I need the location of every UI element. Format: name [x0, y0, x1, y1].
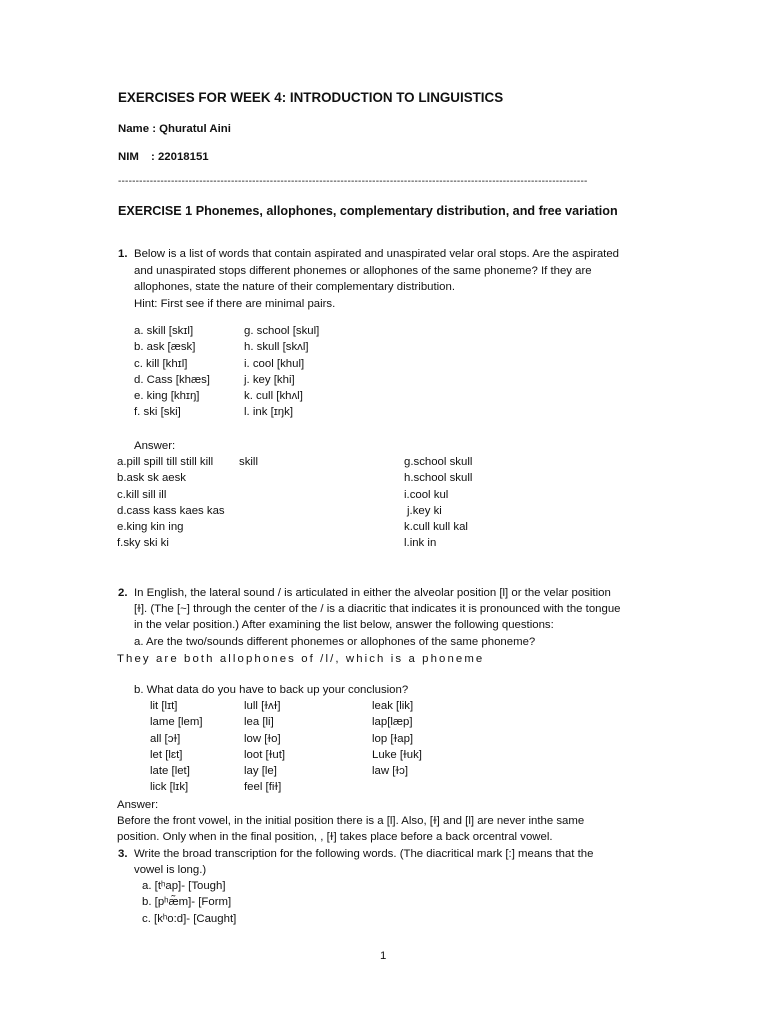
list-item: l.ink in: [404, 537, 437, 550]
q2-number: 2.: [118, 587, 128, 599]
list-item: Luke [ɫuk]: [372, 748, 422, 761]
q2-answer-label: Answer:: [117, 799, 159, 811]
list-item: loot [ɫut]: [244, 748, 286, 761]
q1-hint: Hint: First see if there are minimal pairs.: [134, 298, 336, 310]
list-item: let [lɛt]: [150, 748, 183, 761]
list-item: j.key ki: [407, 504, 442, 517]
list-item: lit [lɪt]: [150, 700, 178, 712]
q1-text-line3: allophones, state the nature of their complementary distribution.: [134, 281, 456, 293]
list-item: lull [ɫʌɫ]: [244, 700, 281, 712]
list-item: i.cool kul: [404, 488, 449, 501]
q2-text-line1: In English, the lateral sound / is articulated in either the alveolar position [l] or the velar position: [134, 587, 611, 599]
q3-text-line1: Write the broad transcription for the following words. (The diacritical mark [:] means that the: [134, 848, 594, 860]
list-item: k. cull [khʌl]: [244, 390, 303, 403]
list-item: e.king kin ing: [117, 521, 184, 534]
list-item: d.cass kass kaes kas: [117, 504, 225, 517]
q3-items: [142, 878, 236, 927]
list-item: h. skull [skʌl]: [244, 341, 309, 354]
list-item: b.ask sk aesk: [117, 472, 187, 485]
q2-question-a: a. Are the two/sounds different phonemes or allophones of the same phoneme?: [134, 636, 536, 648]
list-item: lap[læp]: [372, 716, 413, 729]
nim-value: : 22018151: [151, 151, 209, 163]
list-item: lop [ɫap]: [372, 732, 414, 745]
list-item: h.school skull: [404, 472, 473, 485]
list-item: a. [tʰap]- [Tough]: [142, 880, 226, 892]
list-item: a. skill [skɪl]: [134, 325, 194, 337]
document-title: EXERCISES FOR WEEK 4: INTRODUCTION TO LINGUISTICS: [118, 90, 504, 105]
q1-number: 1.: [118, 248, 128, 260]
list-item: late [let]: [150, 765, 190, 778]
q2-col1: [150, 698, 203, 796]
list-item: f. ski [ski]: [134, 406, 181, 419]
list-item: lay [le]: [244, 765, 277, 778]
list-item: e. king [khɪŋ]: [134, 390, 200, 403]
q1-words-right: [244, 323, 319, 421]
q2-col3: [372, 698, 422, 779]
q2-question-b: b. What data do you have to back up your conclusion?: [134, 684, 409, 696]
list-item: a.pill spill till still kill: [117, 456, 214, 468]
q1-answer-label: Answer:: [134, 440, 176, 452]
separator-line: -------------------------------------------------------------------------------------------------------------------------------------: [118, 176, 588, 187]
list-item: l. ink [ɪŋk]: [244, 406, 293, 419]
list-item: lick [lɪk]: [150, 781, 189, 794]
q1-text-line1: Below is a list of words that contain aspirated and unaspirated velar oral stops. Are the aspirated: [134, 248, 620, 260]
list-item: c. kill [khɪl]: [134, 357, 188, 370]
list-item: c.kill sill ill: [117, 488, 167, 501]
list-item: j. key [khi]: [244, 373, 295, 386]
list-item: all [ɔɫ]: [150, 732, 181, 745]
q1-text-line2: and unaspirated stops different phonemes or allophones of the same phoneme? If they are: [134, 265, 592, 277]
list-item: lame [lem]: [150, 716, 203, 729]
list-item: lea [li]: [244, 716, 274, 729]
list-item: b. ask [æsk]: [134, 341, 196, 354]
q3-text-line2: vowel is long.): [134, 864, 207, 876]
nim-label: NIM: [118, 151, 139, 163]
page-number: 1: [380, 950, 387, 962]
q2-col2: [244, 698, 285, 796]
q2-text-line2: [ɫ]. (The [~] through the center of the / is a diacritic that indicates it is pronounced with the tongue: [134, 603, 621, 615]
list-item: i. cool [khul]: [244, 357, 305, 370]
q2-text-line3: in the velar position.) After examining the list below, answer the following questions:: [134, 619, 554, 631]
name-line: Name : Qhuratul Aini: [118, 123, 231, 135]
q1-answers-left: [117, 454, 225, 552]
list-item: g. school [skul]: [244, 325, 320, 337]
list-item: law [ɫɔ]: [372, 765, 409, 778]
list-item: b. [pʰæ̃m]- [Form]: [142, 896, 232, 909]
q1-answer-a-extra: skill: [239, 456, 258, 468]
q2-answer-a: They are both allophones of /l/, which is a phoneme: [117, 653, 485, 665]
list-item: k.cull kull kal: [404, 521, 468, 534]
exercise1-heading: EXERCISE 1 Phonemes, allophones, complementary distribution, and free variation: [118, 204, 618, 218]
list-item: feel [fiɫ]: [244, 781, 282, 794]
list-item: low [ɫo]: [244, 732, 281, 745]
q1-answers-right: [404, 454, 472, 552]
list-item: leak [lik]: [372, 700, 414, 712]
list-item: f.sky ski ki: [117, 537, 169, 550]
q2-answer-line1: Before the front vowel, in the initial position there is a [l]. Also, [ɫ] and [l] are never inthe same: [117, 815, 585, 827]
list-item: d. Cass [khæs]: [134, 373, 210, 386]
q1-words-left: [134, 323, 210, 421]
list-item: g.school skull: [404, 456, 473, 468]
list-item: c. [kʰo:d]- [Caught]: [142, 912, 237, 925]
q3-number: 3.: [118, 848, 128, 860]
q2-answer-line2: position. Only when in the final position, , [ɫ] takes place before a back orcentral vowel.: [117, 831, 553, 843]
